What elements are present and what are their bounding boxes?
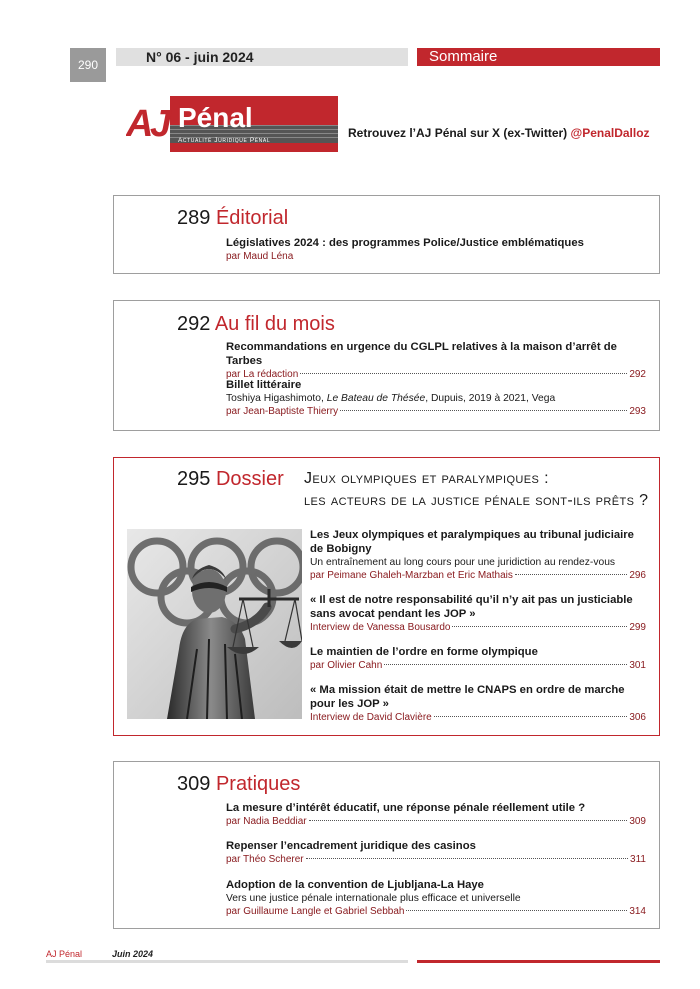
section-number: 292 [177,313,211,335]
article-title[interactable]: Le maintien de l’ordre en forme olympique [310,646,538,658]
page-ref: 293 [629,406,646,417]
page-ref: 292 [629,369,646,380]
article-title[interactable]: Billet littéraire [226,379,302,391]
article-subtitle: Vers une justice pénale internationale plus efficace et universelle [226,893,521,904]
article-author-line: par Olivier Cahn 301 [310,660,646,671]
article-title[interactable]: Législatives 2024 : des programmes Police/Justice emblématiques [226,237,584,249]
footer-brand: AJ Pénal [46,949,83,959]
social-promo [348,126,650,140]
page-ref: 301 [629,660,646,671]
footer-bar-red [417,960,660,963]
section-label: Éditorial [215,207,289,229]
page-ref: 306 [629,712,646,723]
justice-statue-image [127,529,302,719]
article-title[interactable]: Repenser l’encadrement juridique des casinos [226,840,476,852]
article-title[interactable]: « Ma mission était de mettre le CNAPS en ordre de marche pour les JOP » [310,684,625,710]
article-author-line: par Guillaume Langle et Gabriel Sebbah 314 [226,906,646,917]
section-number: 289 [177,207,211,229]
svg-text:Actualité Juridique Pénal: Actualité Juridique Pénal [178,137,271,144]
page-ref: 299 [629,622,646,633]
section-label: Dossier [215,468,284,490]
footer-bar-grey [46,960,408,963]
section-label: Au fil du mois [214,313,335,335]
pratiques-heading [177,773,300,796]
page-ref: 311 [630,854,646,865]
article-author-line: par La rédaction 292 [226,369,646,380]
section-number: 309 [177,773,211,795]
article-author-line: Interview de David Clavière 306 [310,712,646,723]
issue-label: N° 06 - juin 2024 [146,49,254,65]
article-author: par Maud Léna [226,251,294,262]
section-label: Pratiques [215,773,301,795]
dossier-theme: Jeux olympiques et paralympiques : les acteurs de la justice pénale sont-ils prêts ? [304,470,649,509]
svg-text:J: J [150,103,172,145]
article-title[interactable]: La mesure d’intérêt éducatif, une réponse pénale réellement utile ? [226,802,586,814]
article-title[interactable]: « Il est de notre responsabilité qu’il n’y ait pas un justiciable sans avocat pendant les JOP » [310,594,633,620]
article-author-line: Interview de Vanessa Bousardo 299 [310,622,646,633]
dossier-heading [177,468,284,491]
article-author-line: par Nadia Beddiar 309 [226,816,646,827]
section-number: 295 [177,468,211,490]
page-ref: 296 [629,570,646,581]
aj-penal-logo [126,96,338,152]
social-text: Retrouvez l’AJ Pénal sur X (ex-Twitter) [348,126,571,140]
article-subtitle: Un entraînement au long cours pour une juridiction au rendez-vous [310,557,616,568]
article-title[interactable]: Adoption de la convention de Ljubljana-La Haye [226,879,484,891]
section-title: Sommaire [417,48,660,66]
svg-text:Pénal: Pénal [178,102,253,133]
article-title[interactable]: Recommandations en urgence du CGLPL relatives à la maison d’arrêt de Tarbes [226,341,617,367]
twitter-handle-link[interactable]: @PenalDalloz [570,126,650,140]
page-ref: 314 [629,906,646,917]
svg-text:A: A [126,103,154,145]
page-ref: 309 [629,816,646,827]
article-author-line: par Jean-Baptiste Thierry 293 [226,406,646,417]
article-author-line: par Peimane Ghaleh-Marzban et Eric Mathais 296 [310,570,646,581]
article-author-line: par Théo Scherer 311 [226,854,646,865]
article-title[interactable]: Les Jeux olympiques et paralympiques au tribunal judiciaire de Bobigny [310,529,634,555]
footer-date: Juin 2024 [112,949,154,959]
editorial-heading [177,207,288,230]
article-subtitle: Toshiya Higashimoto, Le Bateau de Thésée, Dupuis, 2019 à 2021, Vega [226,393,556,404]
page-number: 290 [70,48,106,82]
fil-heading [177,313,335,336]
